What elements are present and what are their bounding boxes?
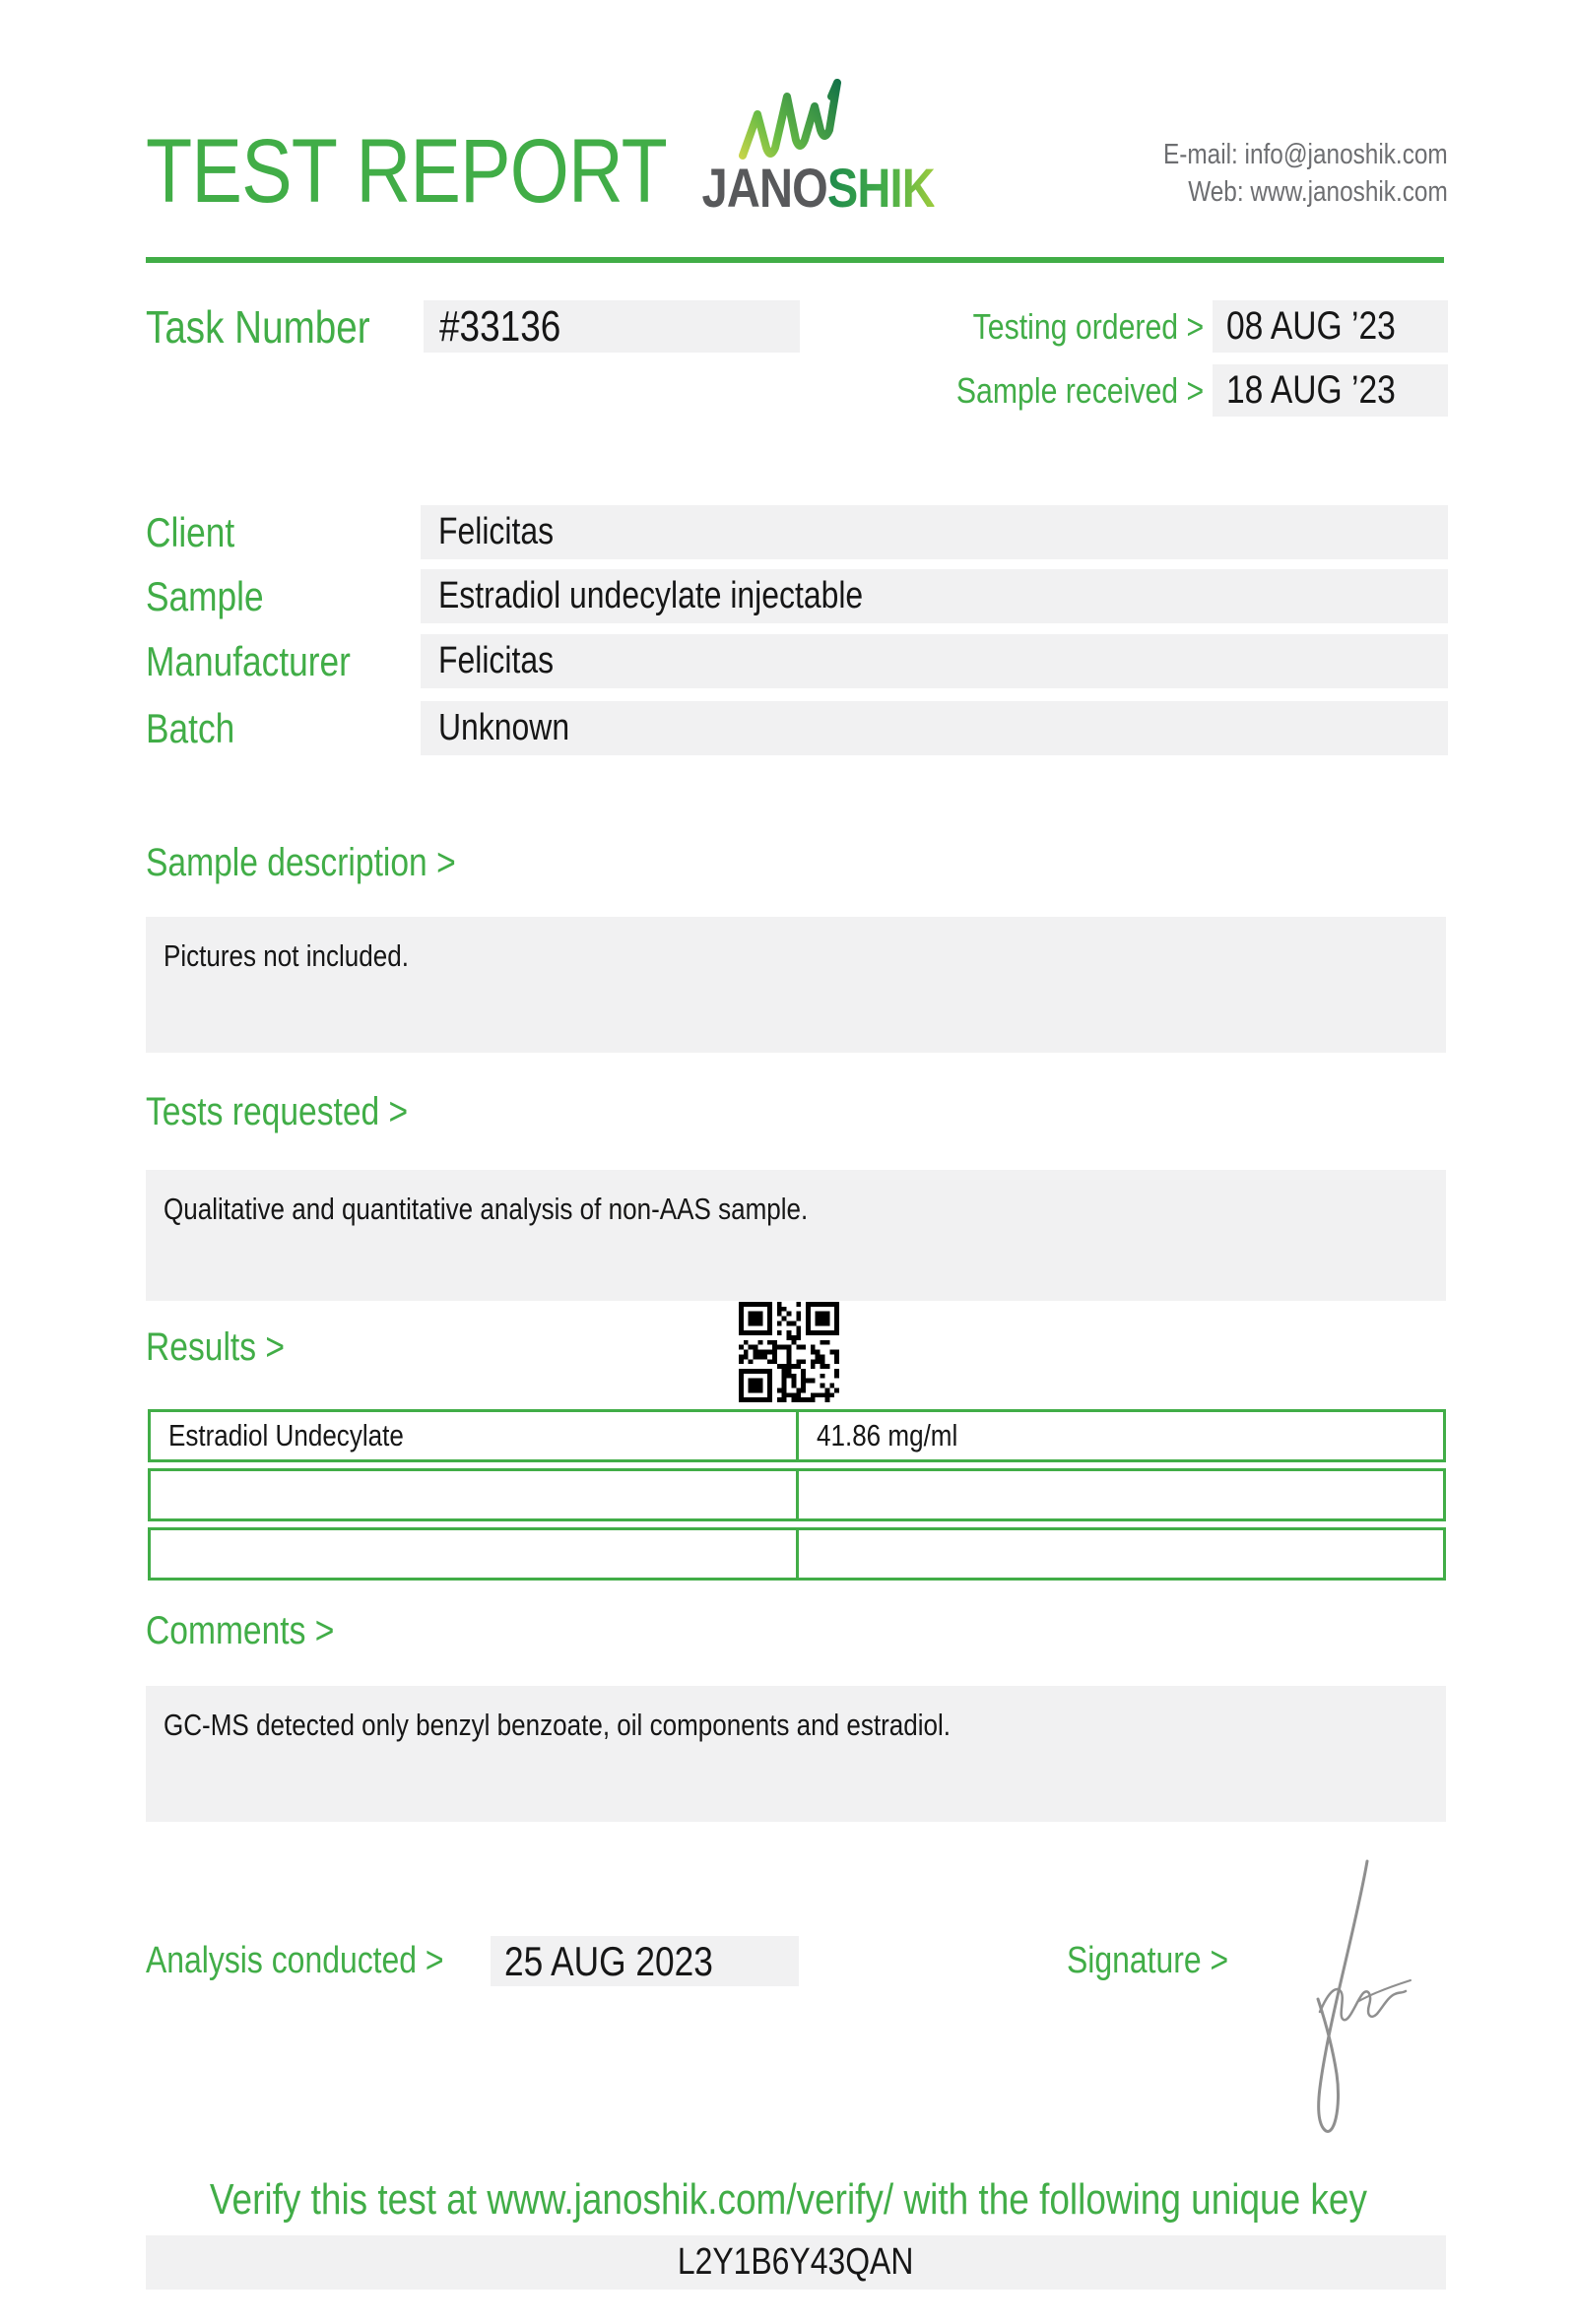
testing-ordered-label: Testing ordered > [972, 305, 1204, 347]
comments-heading: Comments > [146, 1609, 335, 1652]
sample-received-value-box [1213, 364, 1448, 417]
comments-text: GC-MS detected only benzyl benzoate, oil components and estradiol. [164, 1708, 952, 1742]
brand-jano: JANO [701, 157, 827, 219]
verify-key-box [146, 2235, 1446, 2290]
sample-value: Estradiol undecylate injectable [438, 575, 864, 616]
results-table-row [148, 1409, 1446, 1462]
sample-description-box [146, 917, 1446, 1053]
sample-received-value: 18 AUG ’23 [1226, 368, 1396, 412]
testing-ordered-value-box [1213, 300, 1448, 353]
task-number-label: Task Number [146, 300, 370, 353]
sample-description-heading: Sample description > [146, 841, 456, 884]
analysis-date-value: 25 AUG 2023 [504, 1937, 713, 1984]
results-heading: Results > [146, 1325, 286, 1369]
chart-logo-icon [739, 77, 841, 165]
batch-value: Unknown [438, 707, 570, 748]
contact-block [1109, 136, 1448, 211]
results-table-row [148, 1527, 1446, 1581]
task-number-value-box [424, 300, 800, 353]
brand-shik: SHIK [826, 157, 935, 219]
sample-label: Sample [146, 572, 264, 619]
results-table-row [148, 1468, 1446, 1521]
analysis-date-box [491, 1936, 799, 1986]
manufacturer-label: Manufacturer [146, 637, 351, 684]
client-value-box [421, 505, 1448, 559]
tests-requested-text: Qualitative and quantitative analysis of non-AAS sample. [164, 1192, 809, 1226]
page-title-text: TEST REPORT [146, 121, 667, 222]
brand-wordmark [680, 157, 935, 219]
header-divider [146, 257, 1444, 263]
result-analyte-cell [151, 1471, 799, 1518]
batch-value-box [421, 701, 1448, 755]
sample-value-box [421, 569, 1448, 623]
client-value: Felicitas [438, 511, 555, 552]
analysis-conducted-label: Analysis conducted > [146, 1940, 444, 1981]
contact-web: Web: www.janoshik.com [1188, 176, 1448, 208]
result-analyte-cell: Estradiol Undecylate [151, 1412, 799, 1459]
result-value-cell [799, 1530, 1443, 1578]
batch-label: Batch [146, 704, 235, 751]
testing-ordered-value: 08 AUG ’23 [1226, 304, 1396, 348]
qr-code [739, 1302, 839, 1402]
manufacturer-value: Felicitas [438, 640, 555, 681]
signature-label: Signature > [1067, 1940, 1229, 1981]
sample-received-label: Sample received > [955, 369, 1204, 411]
sample-description-text: Pictures not included. [164, 938, 409, 973]
tests-requested-heading: Tests requested > [146, 1090, 409, 1133]
task-number-value: #33136 [439, 301, 561, 351]
comments-box [146, 1686, 1446, 1822]
verify-key: L2Y1B6Y43QAN [678, 2241, 914, 2283]
result-analyte-cell [151, 1530, 799, 1578]
signature-scribble [1271, 1849, 1433, 2145]
manufacturer-value-box [421, 634, 1448, 688]
client-label: Client [146, 508, 235, 555]
result-value-cell [799, 1471, 1443, 1518]
result-value-cell: 41.86 mg/ml [817, 1418, 958, 1452]
tests-requested-box [146, 1170, 1446, 1301]
verify-instruction: Verify this test at www.janoshik.com/verify/ with the following unique key [209, 2175, 1367, 2224]
contact-email: E-mail: info@janoshik.com [1163, 139, 1448, 170]
